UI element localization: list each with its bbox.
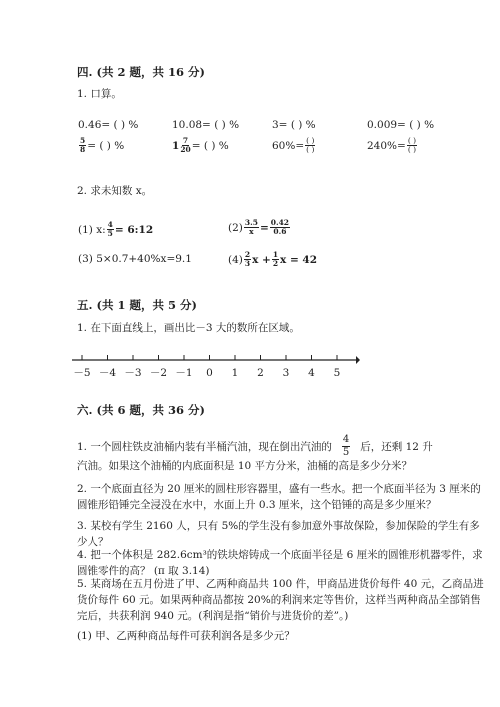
number-line-tick-label: －5 bbox=[73, 367, 91, 379]
equation-1: (1) x: $\frac{4}{5}$ = 6:12 bbox=[78, 220, 154, 238]
calc-item-7: 60%= $\frac{( )}{( )}$ bbox=[272, 136, 315, 154]
calc-item-3: 3= ( ) % bbox=[272, 119, 316, 131]
calc-item-2: 10.08= ( ) % bbox=[172, 119, 240, 131]
number-line-tick-label: 1 bbox=[231, 367, 239, 379]
number-line-tick-label: 3 bbox=[282, 367, 290, 379]
question-6-4: 4. 把一个体积是 282.6cm³的铁块熔铸成一个底面半径是 6 厘米的圆锥形机器零件，求圆锥零件的高？ (π 取 3.14) bbox=[77, 549, 483, 577]
question-6-1-line1: 1. 一个圆柱铁皮油桶内装有半桶汽油，现在倒出汽油的 $\frac{4}{5}$ 后，还剩 12 升 bbox=[77, 434, 433, 458]
fraction: $\frac{3.5}{x}$ bbox=[244, 218, 258, 236]
number-line bbox=[70, 352, 360, 382]
arrow-icon bbox=[356, 356, 360, 364]
section5-heading: 五. (共 1 题，共 5 分) bbox=[77, 298, 197, 312]
number-line-tick-label: －4 bbox=[98, 367, 117, 379]
question-6-5-sub1: (1) 甲、乙两种商品每件可获利润各是多少元？ bbox=[77, 630, 295, 642]
fraction: $\frac{( )}{( )}$ bbox=[407, 136, 417, 154]
number-line-tick-label: －3 bbox=[124, 367, 142, 379]
equation-3: (3) 5×0.7+40%x=9.1 bbox=[78, 253, 192, 265]
fraction: $\frac{0.42}{0.6}$ bbox=[270, 218, 290, 236]
section6-heading: 六. (共 6 题，共 36 分) bbox=[77, 403, 205, 417]
fraction: $\frac{( )}{( )}$ bbox=[306, 136, 315, 154]
equation-4: (4) $\frac{2}{3}$ x + $\frac{1}{2}$ x = 42 bbox=[228, 250, 318, 268]
number-line-tick-label: －2 bbox=[149, 367, 168, 379]
calc-item-5: $\frac{5}{8}$ = ( ) % bbox=[80, 136, 125, 154]
fraction: $\frac{1}{2}$ bbox=[272, 250, 279, 268]
fraction: $\frac{4}{5}$ bbox=[342, 434, 350, 458]
fraction: $\frac{2}{3}$ bbox=[244, 250, 251, 268]
q1-label: 1. 口算。 bbox=[77, 88, 122, 100]
q2-label: 2. 求未知数 x。 bbox=[77, 185, 153, 197]
number-line-tick-label: 4 bbox=[308, 367, 315, 379]
fraction: $\frac{5}{8}$ bbox=[80, 136, 86, 154]
question-6-2: 2. 一个底面直径为 20 厘米的圆柱形容器里，盛有一些水。把一个底面半径为 3 厘米的圆锥形铅锤完全浸没在水中，水面上升 0.3 厘米，这个铅锤的高是多少厘米？ bbox=[77, 483, 481, 511]
calc-item-1: 0.46= ( ) % bbox=[78, 119, 139, 131]
question-6-1-line2: 汽油。如果这个油桶的内底面积是 10 平方分米，油桶的高是多少分米？ bbox=[77, 460, 413, 472]
number-line-tick-label: 2 bbox=[257, 367, 264, 379]
question-6-5: 5. 某商场在五月份进了甲、乙两种商品共 100 件，甲商品进货价每件 40 元，乙商品进货价每件 60 元。如果两种商品都按 20%的利润来定等售价，这样当两种商品全部销售完后，共获利润 940 元。(利润是指“销价与进货价的差”。) bbox=[77, 578, 484, 622]
calc-item-8: 240%= $\frac{( )}{( )}$ bbox=[367, 136, 417, 154]
calc-item-6: 1 $\frac{7}{20}$ = ( ) % bbox=[172, 136, 229, 154]
section4-heading: 四. (共 2 题，共 16 分) bbox=[77, 65, 205, 79]
number-line-question: 1. 在下面直线上，画出比－3 大的数所在区域。 bbox=[77, 322, 300, 334]
number-line-tick-label: 5 bbox=[333, 367, 341, 379]
calc-item-4: 0.009= ( ) % bbox=[367, 119, 435, 131]
fraction: $\frac{4}{5}$ bbox=[107, 220, 113, 238]
question-6-3: 3. 某校有学生 2160 人，只有 5%的学生没有参加意外事故保险，参加保险的学生有多少人？ bbox=[77, 520, 480, 548]
number-line-tick-label: 0 bbox=[206, 367, 213, 379]
number-line-tick-label: －1 bbox=[175, 367, 193, 379]
equation-2: (2) $\frac{3.5}{x}$ = $\frac{0.42}{0.6}$ bbox=[228, 218, 290, 236]
fraction: $\frac{7}{20}$ bbox=[180, 136, 191, 154]
